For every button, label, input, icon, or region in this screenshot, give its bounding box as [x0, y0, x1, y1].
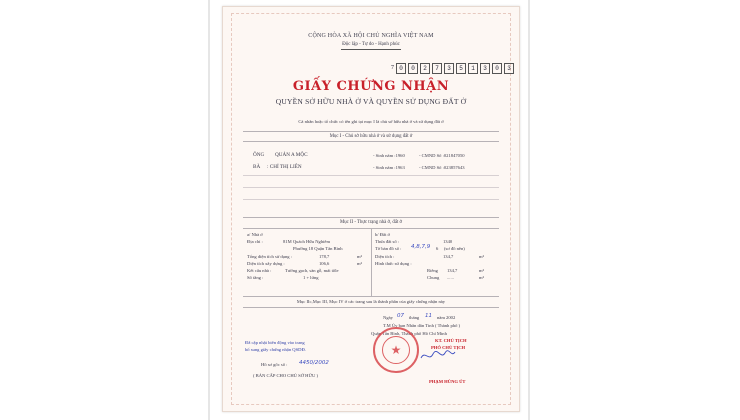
- document-subtitle: QUYỀN SỞ HỮU NHÀ Ở VÀ QUYỀN SỬ DỤNG ĐẤT Ở: [275, 97, 467, 106]
- owner1-name: QUẢN A MỘC: [275, 152, 308, 158]
- shared-value: ......: [447, 275, 454, 280]
- header-motto: Độc lập - Tự do - Hạnh phúc: [342, 42, 400, 47]
- owner2-prefix: BÀ: [253, 164, 261, 170]
- floors-label: Số tầng :: [247, 275, 264, 280]
- land-area-value: 134,7: [443, 254, 454, 259]
- signature: [419, 348, 457, 364]
- certificate-document: [222, 6, 520, 412]
- issuer-line1: T.M Ủy ban Nhân dân Tỉnh ( Thành phố ): [383, 323, 461, 328]
- plot-value: 1340: [443, 239, 453, 244]
- right-divider: [528, 0, 530, 420]
- section2-title: Mục II - Thực trạng nhà ở, đất ở: [339, 220, 403, 225]
- serial-digit: 7: [432, 63, 442, 74]
- total-area-value: 178,7: [319, 254, 330, 259]
- total-area-label: Tổng diện tích sử dụng :: [247, 254, 292, 259]
- owner2-birth: - Sinh năm :1963: [373, 165, 405, 170]
- left-divider: [208, 0, 210, 420]
- signer-name: PHẠM HÙNG ÚT: [429, 379, 466, 384]
- date-prefix: Ngày: [383, 315, 393, 320]
- shared-label: Chung: [427, 275, 440, 280]
- signer-title1: KT. CHỦ TỊCH: [435, 338, 467, 343]
- structure-value: Tường gạch, sàn gỗ, mái tôle: [285, 268, 339, 273]
- private-value: 134,7: [447, 268, 458, 273]
- serial-digit: 0: [396, 63, 406, 74]
- owner2-name: : CHỈ THỊ LIÊN: [267, 164, 302, 170]
- section2-column-divider: [371, 228, 372, 296]
- serial-number: [391, 63, 514, 73]
- owner1-id: - CMND Số :021847050: [419, 153, 465, 158]
- record-value: 4450/2002: [299, 360, 329, 366]
- private-unit: m²: [479, 268, 484, 273]
- serial-digit: 5: [456, 63, 466, 74]
- owner2-id: - CMND Số :023857643: [419, 165, 465, 170]
- section2-top-rule: [243, 217, 499, 218]
- land-area-label: Diện tích :: [375, 254, 395, 259]
- map-handwritten: 4,8,7,9: [411, 244, 431, 250]
- shared-unit: m²: [479, 275, 484, 280]
- section1-top-rule: [243, 131, 499, 132]
- owner1-birth: - Sinh năm :1960: [373, 153, 405, 158]
- build-area-value: 106,6: [319, 261, 330, 266]
- signer-title2: PHÓ CHỦ TỊCH: [431, 345, 466, 350]
- issuer-line2: Quận Tân Bình, Thành phố Hồ Chí Minh: [371, 331, 447, 336]
- total-area-unit: m²: [357, 254, 362, 259]
- serial-digit: 0: [408, 63, 418, 74]
- serial-digit: 3: [444, 63, 454, 74]
- star-icon: ★: [382, 336, 410, 364]
- footer-note: Mục IIc,Mục III, Mục IV ở các trang sau là thành phần của giấy chứng nhận này: [296, 299, 446, 304]
- section2-bottom-rule: [243, 296, 499, 297]
- floors-value: 1 + lửng: [303, 275, 319, 280]
- map-note: (sơ đồ nền): [444, 246, 465, 251]
- date-month: 11: [425, 313, 432, 319]
- address-line1: 81M Quách Hữu Nghiêm: [283, 239, 331, 244]
- address-line2: Phường 18 Quận Tân Bình: [293, 246, 343, 251]
- record-label: Hồ sơ gốc số :: [261, 362, 288, 367]
- right-background: [518, 0, 740, 420]
- date-day: 07: [397, 313, 404, 319]
- section1-title: Mục I - Chủ sở hữu nhà ở và sử dụng đất ở: [329, 134, 413, 139]
- plot-label: Thửa đất số :: [375, 239, 400, 244]
- structure-label: Kết cấu nhà :: [247, 268, 272, 273]
- date-year: năm 2002: [437, 315, 456, 320]
- footer-rule: [243, 307, 499, 308]
- serial-digit: 1: [468, 63, 478, 74]
- usage-label: Hình thức sử dụng :: [375, 261, 412, 266]
- owner-rule: [243, 199, 499, 200]
- intro-text: Cá nhân hoặc tổ chức có tên ghi tại mục I là chủ sở hữu nhà ở và sử dụng đất ở: [298, 119, 444, 124]
- serial-digit: 3: [504, 63, 514, 74]
- serial-digit: 3: [480, 63, 490, 74]
- owner1-prefix: ÔNG: [253, 152, 265, 158]
- update-note-line1: Đã cập nhật biến động vào trang: [245, 340, 305, 345]
- serial-digit: 0: [492, 63, 502, 74]
- private-label: Riêng: [427, 268, 438, 273]
- update-note-line2: bổ sung giấy chứng nhận QSDĐ.: [245, 347, 306, 352]
- house-heading: a/ Nhà ở: [247, 232, 263, 237]
- header-country: CỘNG HÒA XÃ HỘI CHỦ NGHĨA VIỆT NAM: [308, 33, 434, 39]
- address-label: Địa chỉ :: [247, 239, 263, 244]
- build-area-unit: m²: [357, 261, 362, 266]
- land-heading: b/ Đất ở: [375, 232, 390, 237]
- build-area-label: Diện tích xây dựng :: [247, 261, 285, 266]
- serial-prefix: 7: [391, 65, 394, 71]
- document-title: GIẤY CHỨNG NHẬN: [292, 79, 450, 94]
- copy-note: ( BẢN CẤP CHO CHỦ SỞ HỮU ): [253, 373, 319, 378]
- date-month-label: tháng: [409, 315, 420, 320]
- motto-underline: [341, 49, 401, 50]
- owner-rule: [243, 187, 499, 188]
- map-value: 6: [436, 246, 439, 251]
- map-label: Tờ bản đồ số :: [375, 246, 402, 251]
- left-background: [0, 0, 210, 420]
- land-area-unit: m²: [479, 254, 484, 259]
- serial-digit: 2: [420, 63, 430, 74]
- owner-rule: [243, 175, 499, 176]
- official-seal: [373, 327, 419, 373]
- section1-title-rule: [243, 141, 499, 142]
